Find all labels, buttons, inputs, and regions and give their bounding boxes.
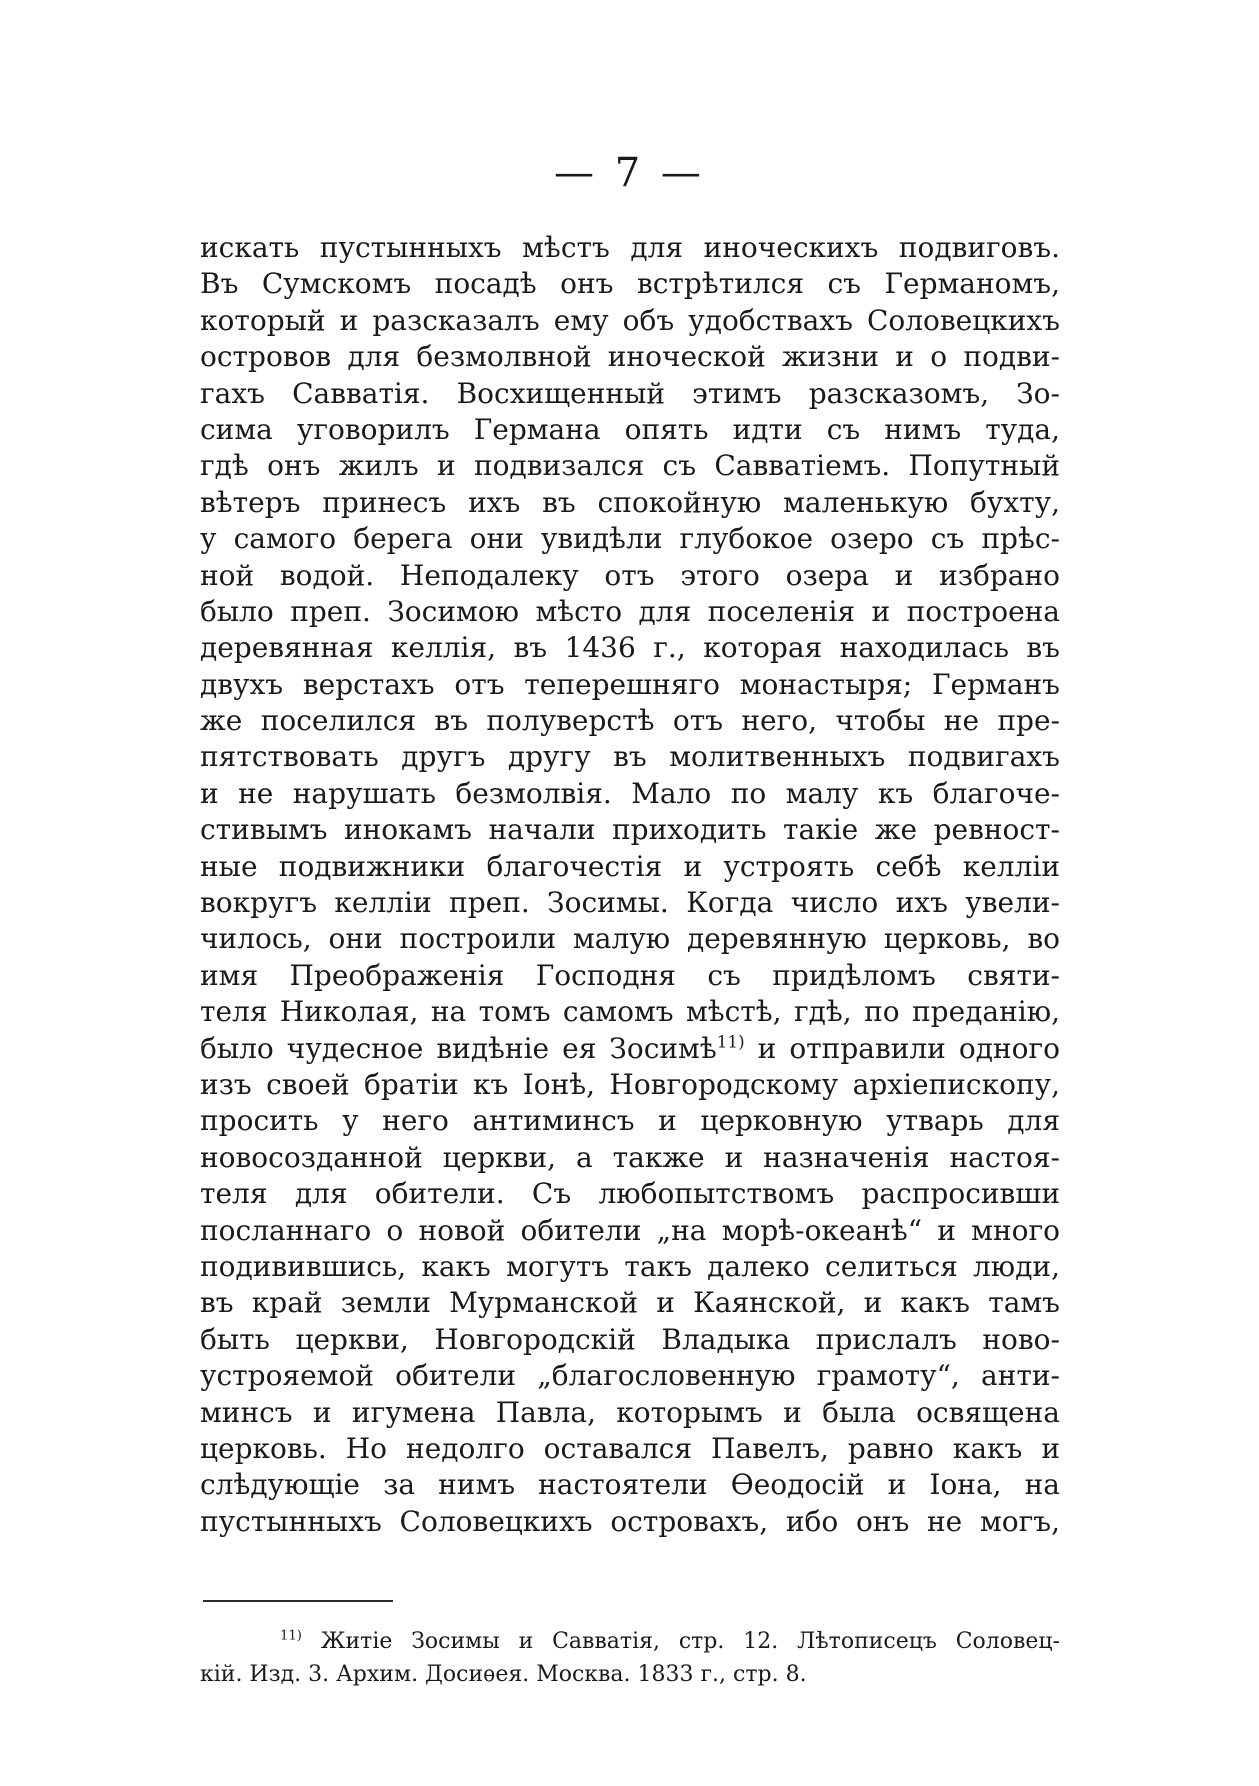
text-line: же поселился въ полуверстѣ отъ него, чтобы не пре- xyxy=(200,704,1060,738)
body-text xyxy=(200,230,1060,1540)
text-line: быть церкви, Новгородскій Владыка прислалъ ново- xyxy=(200,1322,1060,1356)
page-number: — 7 — xyxy=(554,150,705,196)
footnote-text: Житіе Зосимы и Савватія, стр. 12. Лѣтописецъ Соловец- xyxy=(301,1629,1060,1654)
text-line: ной водой. Неподалеку отъ этого озера и избрано xyxy=(200,558,1060,592)
text-line: у самого берега они увидѣли глубокое озеро съ прѣс- xyxy=(200,522,1060,556)
text-line: островов для безмолвной иноческой жизни и о подви- xyxy=(200,340,1060,374)
text-line: пятствовать другъ другу въ молитвенныхъ подвигахъ xyxy=(200,740,1060,774)
text-line: гдѣ онъ жилъ и подвизался съ Савватіемъ. Попутный xyxy=(200,449,1060,483)
text-line: было преп. Зосимою мѣсто для поселенія и построена xyxy=(200,594,1060,628)
text-line: имя Преображенія Господня съ придѣломъ святи- xyxy=(200,958,1060,992)
text-line: ные подвижники благочестія и устроять себѣ келліи xyxy=(200,849,1060,883)
text-line: устрояемой обители „благословенную грамоту“, анти- xyxy=(200,1359,1060,1393)
text-line: деревянная келлія, въ 1436 г., которая находилась въ xyxy=(200,631,1060,665)
text-line-head: было чудесное видѣніе ея Зосимѣ xyxy=(200,1031,717,1065)
text-line: посланнаго о новой обители „на морѣ-океанѣ“ и много xyxy=(200,1213,1060,1247)
text-line: гахъ Савватія. Восхищенный этимъ разсказомъ, Зо- xyxy=(200,376,1060,410)
text-line: теля для обители. Съ любопытствомъ распросивши xyxy=(200,1177,1060,1211)
text-line: подивившись, какъ могутъ такъ далеко селиться люди, xyxy=(200,1249,1060,1283)
footnote-line: кій. Изд. 3. Архим. Досиѳея. Москва. 1833 г., стр. 8. xyxy=(200,1662,807,1687)
text-line: изъ своей братіи къ Іонѣ, Новгородскому архіепископу, xyxy=(200,1067,1060,1101)
text-line: и не нарушать безмолвія. Мало по малу къ благоче- xyxy=(200,776,1060,810)
text-line: который и разсказалъ ему объ удобствахъ Соловецкихъ xyxy=(200,303,1060,337)
text-line: церковь. Но недолго оставался Павелъ, равно какъ и xyxy=(200,1431,1060,1465)
footnote-line xyxy=(200,1625,1060,1658)
text-line-with-footnote-ref xyxy=(200,1031,1060,1067)
footnote-marker: 11) xyxy=(280,1628,302,1644)
text-line: новосозданной церкви, а также и назначенія настоя- xyxy=(200,1140,1060,1174)
text-line: въ край земли Мурманской и Каянской, и какъ тамъ xyxy=(200,1286,1060,1320)
footnote-divider xyxy=(203,1600,393,1602)
text-line: слѣдующіе за нимъ настоятели Ѳеодосій и Іона, на xyxy=(200,1468,1060,1502)
text-line: вѣтеръ принесъ ихъ въ спокойную маленькую бухту, xyxy=(200,485,1060,519)
footnotes xyxy=(200,1625,1060,1691)
text-line: пустынныхъ Соловецкихъ островахъ, ибо онъ не могъ, xyxy=(200,1504,1060,1538)
footnote-reference: 11) xyxy=(716,1031,745,1052)
text-line: искать пустынныхъ мѣстъ для иноческихъ подвиговъ. xyxy=(200,231,1060,264)
text-line: Въ Сумскомъ посадѣ онъ встрѣтился съ Германомъ, xyxy=(200,267,1060,301)
text-line: теля Николая, на томъ самомъ мѣстѣ, гдѣ, по преданію, xyxy=(200,995,1060,1029)
text-line: просить у него антиминсъ и церковную утварь для xyxy=(200,1104,1060,1138)
text-line: сима уговорилъ Германа опять идти съ нимъ туда, xyxy=(200,412,1060,446)
text-line: вокругъ келліи преп. Зосимы. Когда число ихъ увели- xyxy=(200,886,1060,920)
text-line: двухъ верстахъ отъ теперешняго монастыря; Германъ xyxy=(200,667,1060,701)
text-line: минсъ и игумена Павла, которымъ и была освящена xyxy=(200,1395,1060,1429)
text-line-tail: и отправили одного xyxy=(744,1031,1060,1065)
text-line: чилось, они построили малую деревянную церковь, во xyxy=(200,922,1060,956)
text-line: стивымъ инокамъ начали приходить такіе же ревност- xyxy=(200,813,1060,847)
